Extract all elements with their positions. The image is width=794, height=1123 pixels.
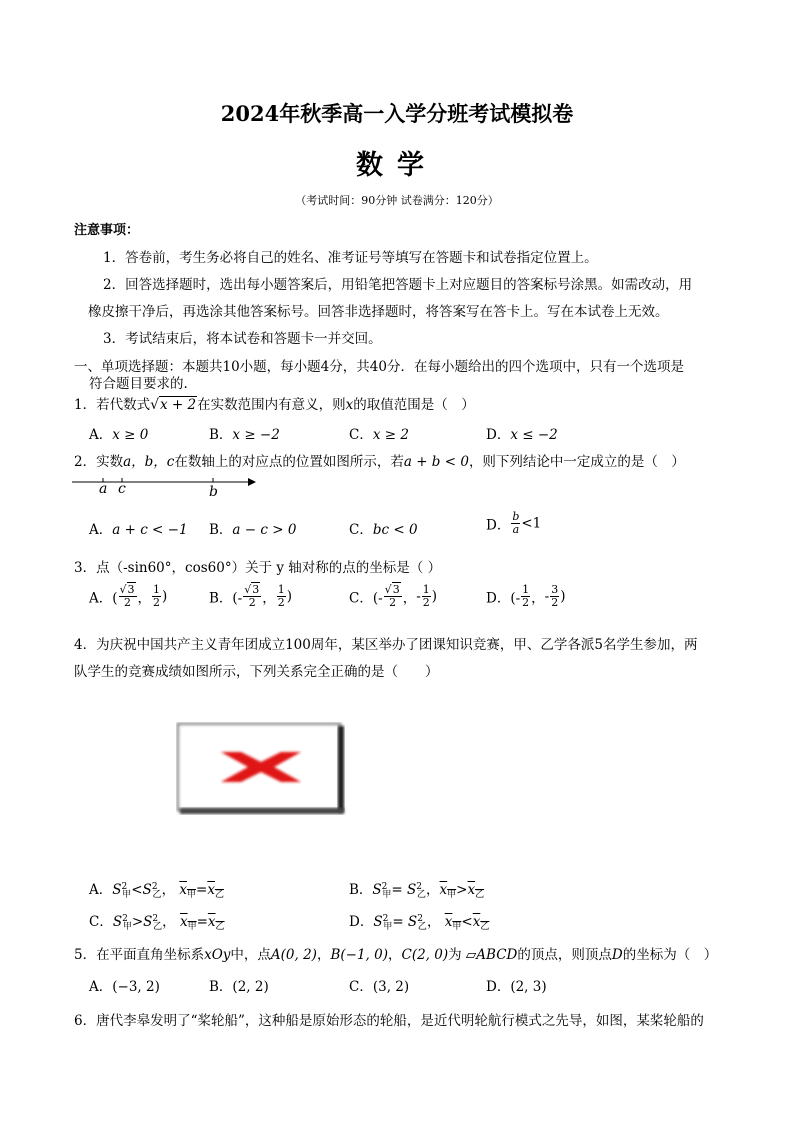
q1-option-b[interactable]: B．x ≥ −2 (209, 427, 280, 443)
section-heading: 一、单项选择题：本题共10小题，每小题4分，共40分．在每小题给出的四个选项中，只有一个选项是 (74, 359, 684, 375)
q5-option-b[interactable]: B．(2, 2) (209, 979, 269, 995)
q4-option-d[interactable]: D．$S^2_甲= S^2_乙$， $\overline{x}_甲<\overline{x}_乙$ (349, 914, 490, 932)
q1-option-d[interactable]: D．x ≤ −2 (486, 427, 558, 443)
question-3: 3．点（-sin60°，cos60°）关于 y 轴对称的点的坐标是（ ） (74, 560, 442, 576)
q3-option-c[interactable]: C．(- $\frac{√3}{2}$ ，- $\frac{1}{2}$ ) (349, 583, 438, 609)
q5-option-d[interactable]: D．(2, 3) (486, 979, 547, 995)
q3-option-b[interactable]: B．(- $\frac{√3}{2}$ ， $\frac{1}{2}$ ) (209, 583, 293, 609)
q2-option-d[interactable]: D． $\frac{b}{a}$ <1 (486, 510, 542, 536)
question-4-cont: 队学生的竞赛成绩如图所示，下列关系完全正确的是（ ） (74, 664, 439, 680)
note-item-3: 3．考试结束后，将本试卷和答题卡一并交回。 (103, 331, 382, 347)
q4-option-c[interactable]: C．$S^2_甲>S^2_乙$， $\overline{x}_甲=\overline{x}_乙$ (89, 914, 225, 932)
subject-title: 数学 (356, 150, 438, 181)
question-5: 5．在平面直角坐标系xOy中，点A(0, 2)，B(−1, 0)，C(2, 0)为 ▱ABCD的顶点，则顶点D的坐标为（ ） (74, 947, 718, 963)
exam-title: 2024年秋季高一入学分班考试模拟卷 (220, 101, 574, 126)
note-item-2-cont: 橡皮擦干净后，再选涂其他答案标号。回答非选择题时，将答案写在答卡上。写在本试卷上无效。 (88, 304, 669, 320)
q3-option-d[interactable]: D．(- $\frac{1}{2}$ ，- $\frac{3}{2}$ ) (486, 583, 566, 609)
number-line-arrow (248, 478, 256, 486)
notes-heading: 注意事项： (74, 223, 140, 238)
note-item-2: 2．回答选择题时，选出每小题答案后，用铅笔把答题卡上对应题目的答案标号涂黑。如需改动，用 (103, 277, 693, 293)
section-heading-cont: 符合题目要求的. (89, 376, 188, 392)
note-item-1: 1．答卷前，考生务必将自己的姓名、准考证号等填写在答题卡和试卷指定位置上。 (103, 250, 598, 266)
question-6: 6．唐代李皋发明了“桨轮船”，这种船是原始形态的轮船，是近代明轮航行模式之先导，如图，某桨轮船的 (74, 1013, 704, 1029)
question-1: 1．若代数式√x + 2在实数范围内有意义，则x的取值范围是（ ） (74, 397, 475, 413)
q4-option-a[interactable]: A．$S^2_甲<S^2_乙$， $\overline{x}_甲=\overline{x}_乙$ (89, 882, 224, 900)
label-b: b (209, 484, 218, 500)
q5-option-c[interactable]: C．(3, 2) (349, 979, 410, 995)
exam-info: （考试时间：90分钟 试卷满分：120分） (295, 194, 499, 207)
q4-option-b[interactable]: B．$S^2_甲= S^2_乙$，$\overline{x}_甲>\overline{x}_乙$ (349, 882, 485, 900)
q1-option-c[interactable]: C．x ≥ 2 (349, 427, 409, 443)
q5-option-a[interactable]: A．(−3, 2) (89, 979, 160, 995)
label-a: a (99, 481, 108, 497)
q1-option-a[interactable]: A．x ≥ 0 (89, 427, 149, 443)
question-2: 2．实数a，b，c在数轴上的对应点的位置如图所示，若a + b < 0，则下列结论中一定成立的是（ ） (74, 454, 685, 470)
q2-option-c[interactable]: C．bc < 0 (349, 522, 418, 538)
label-c: c (118, 481, 126, 497)
q2-option-b[interactable]: B．a − c > 0 (209, 522, 297, 538)
q2-option-a[interactable]: A．a + c < −1 (89, 522, 188, 538)
q3-option-a[interactable]: A．( $\frac{√3}{2}$ ， $\frac{1}{2}$ ) (89, 583, 168, 609)
broken-image-icon (176, 722, 348, 816)
question-4: 4．为庆祝中国共产主义青年团成立100周年，某区举办了团课知识竞赛，甲、乙学各派5名学生参加，两 (74, 637, 698, 653)
